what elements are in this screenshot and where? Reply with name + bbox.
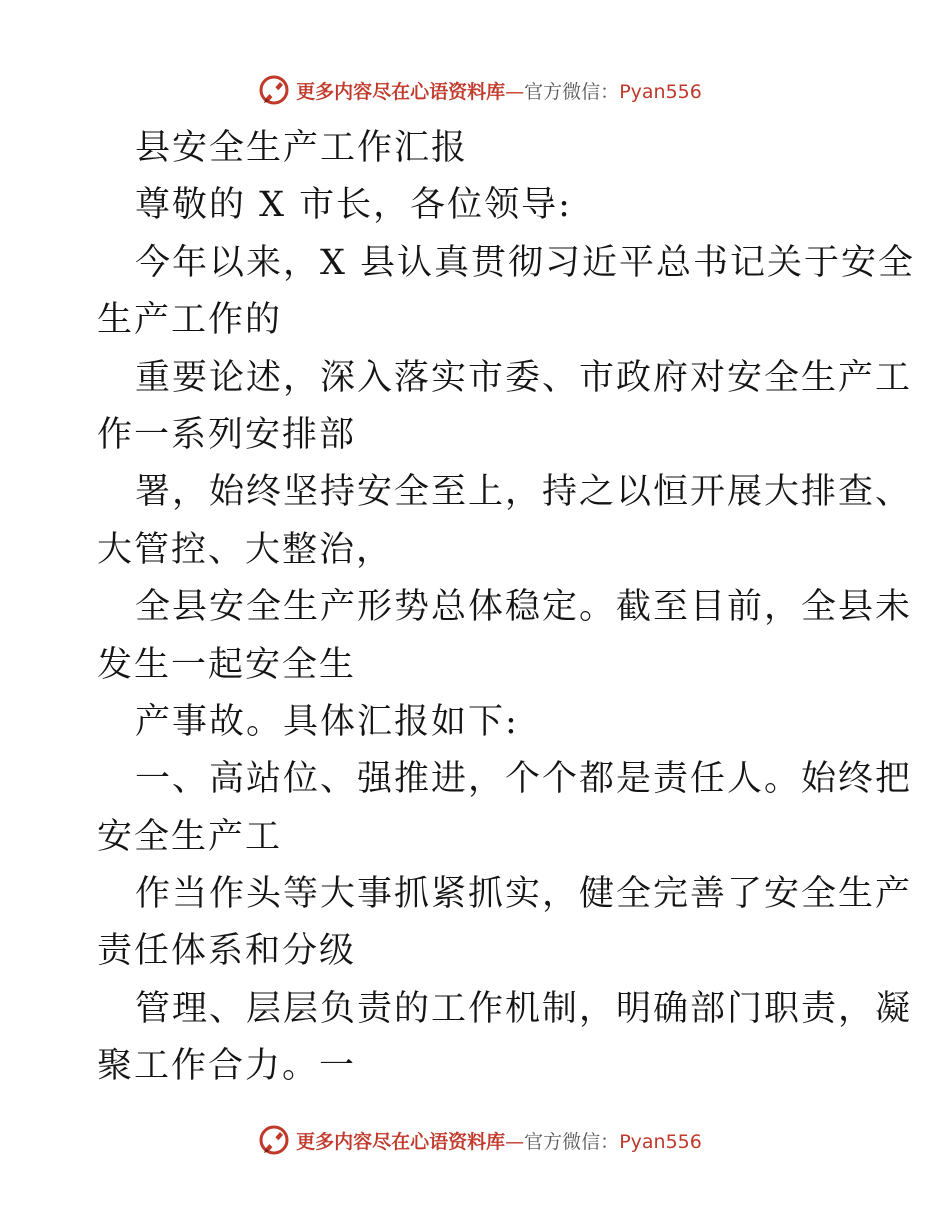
paragraph-line: 聚工作合力。一	[97, 1046, 357, 1087]
paragraph-line: 责任体系和分级	[97, 931, 357, 972]
header-watermark	[0, 70, 950, 110]
pen-logo-icon	[258, 74, 290, 106]
section-heading-line: 一、高站位、强推进，个个都是责任人。始终把	[135, 759, 913, 800]
paragraph-line: 今年以来，X 县认真贯彻习近平总书记关于安全	[135, 242, 916, 283]
document-body	[97, 120, 916, 1096]
paragraph-line: 大管控、大整治，	[97, 529, 394, 570]
paragraph-line: 管理、层层负责的工作机制，明确部门职责，凝	[135, 988, 913, 1029]
paragraph-line: 作一系列安排部	[97, 414, 357, 455]
footer-watermark	[0, 1120, 950, 1160]
watermark-wechat-label: 官方微信：	[524, 80, 620, 103]
watermark-wechat-id: Pyan556	[619, 1130, 702, 1153]
watermark-slogan: 更多内容尽在心语资料库	[296, 1130, 506, 1153]
pen-logo-icon	[258, 1124, 290, 1156]
paragraph-line: 安全生产工	[97, 816, 283, 857]
salutation: 尊敬的 X 市长，各位领导:	[135, 185, 572, 226]
paragraph-line: 作当作头等大事抓紧抓实，健全完善了安全生产	[135, 874, 913, 915]
watermark-dash: —	[505, 80, 525, 103]
paragraph-line: 生产工作的	[97, 300, 283, 341]
paragraph-line: 产事故。具体汇报如下:	[135, 701, 519, 742]
watermark-group	[258, 74, 702, 106]
document-title: 县安全生产工作汇报	[135, 128, 469, 168]
watermark-group	[258, 1124, 702, 1156]
paragraph-line: 发生一起安全生	[97, 644, 357, 685]
watermark-slogan: 更多内容尽在心语资料库	[296, 80, 506, 103]
paragraph-line: 全县安全生产形势总体稳定。截至目前，全县未	[135, 587, 913, 628]
paragraph-line: 署，始终坚持安全至上，持之以恒开展大排查、	[135, 472, 913, 513]
watermark-wechat-label: 官方微信：	[524, 1130, 620, 1153]
watermark-wechat-id: Pyan556	[619, 80, 702, 103]
watermark-dash: —	[505, 1130, 525, 1153]
paragraph-line: 重要论述，深入落实市委、市政府对安全生产工	[135, 357, 913, 398]
